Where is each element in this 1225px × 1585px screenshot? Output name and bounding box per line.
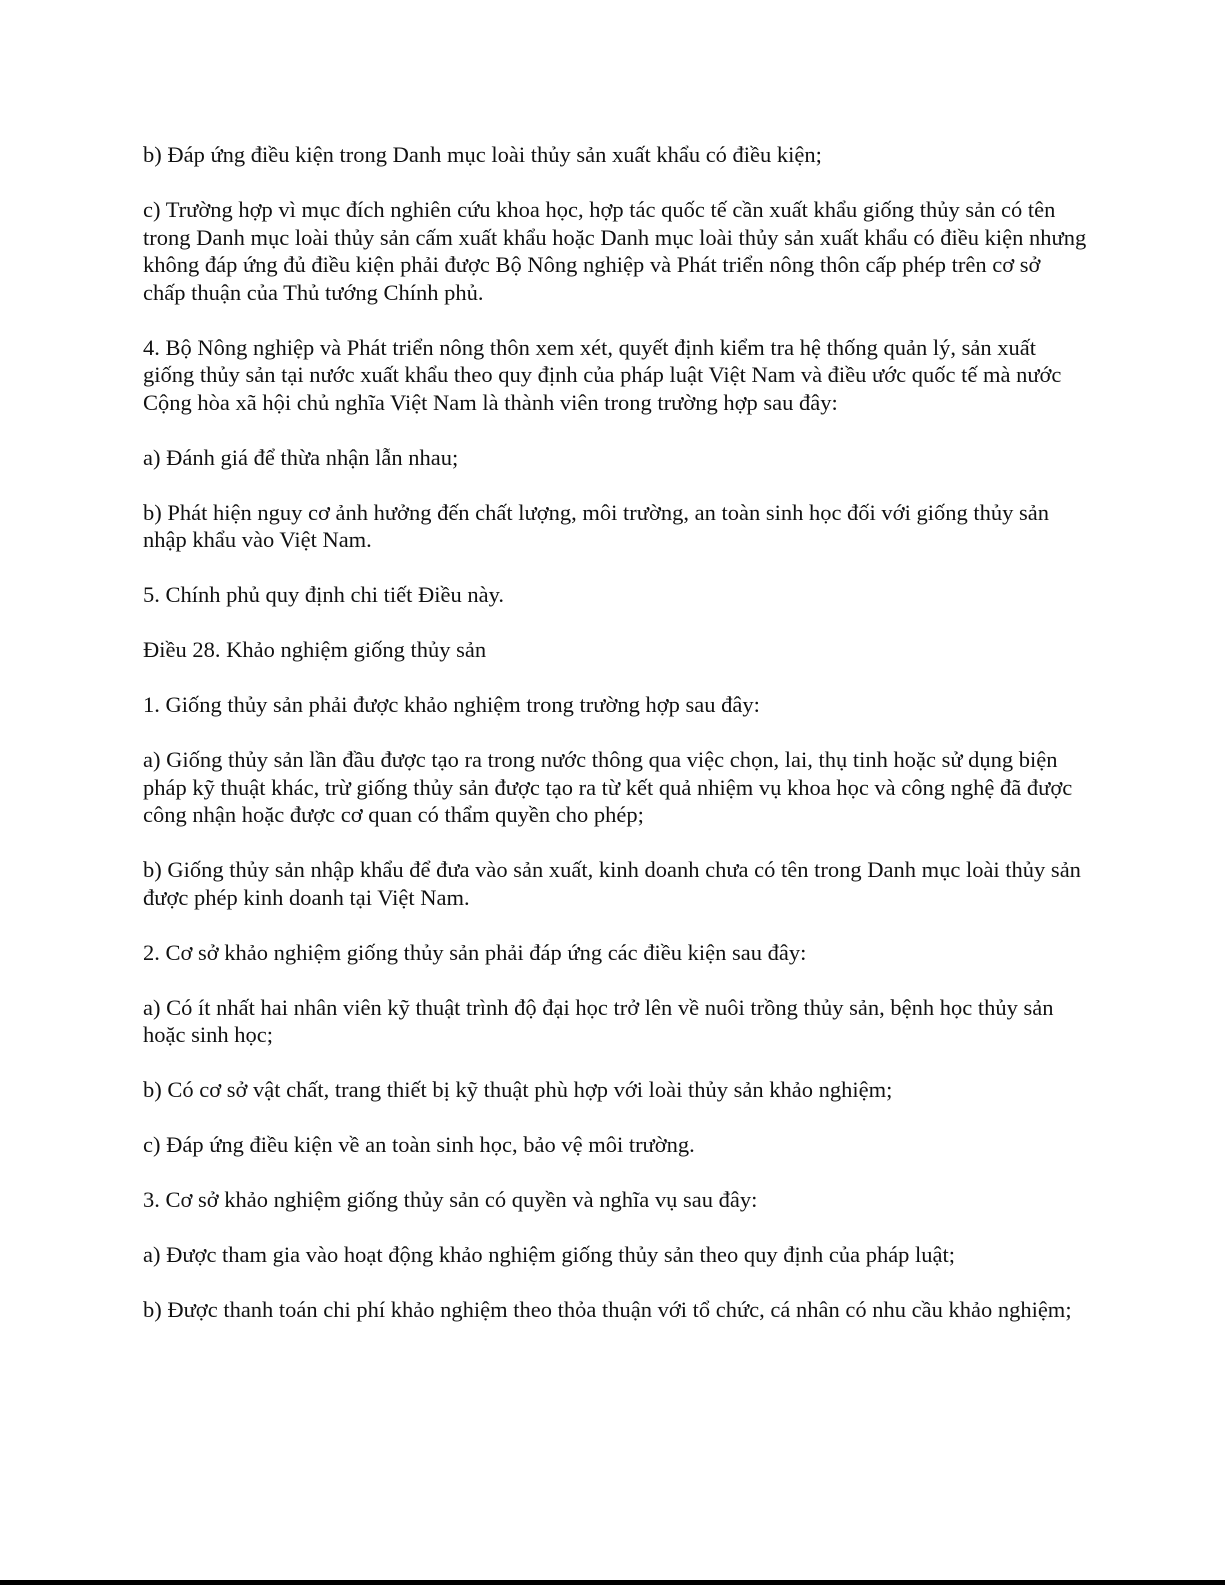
article-28-paragraph-2b: b) Có cơ sở vật chất, trang thiết bị kỹ thuật phù hợp với loài thủy sản khảo nghiệm; <box>143 1077 893 1102</box>
paragraph-2c: c) Trường hợp vì mục đích nghiên cứu khoa học, hợp tác quốc tế cần xuất khẩu giống thủy sản có tên trong Danh mục loài thủy sản cấm xuất khẩu hoặc Danh mục loài thủy sản xuất khẩu có điều kiện nhưng không đáp ứng đủ điều kiện phải được Bộ Nông nghiệp và Phát triển nông thôn cấp phép trên cơ sở chấp thuận của Thủ tướng Chính phủ. <box>143 197 1087 305</box>
article-28-paragraph-2: 2. Cơ sở khảo nghiệm giống thủy sản phải đáp ứng các điều kiện sau đây: <box>143 939 807 965</box>
paragraph-4b: b) Phát hiện nguy cơ ảnh hưởng đến chất lượng, môi trường, an toàn sinh học đối với giống thủy sản nhập khẩu vào Việt Nam. <box>143 499 1049 552</box>
paragraph-4a: a) Đánh giá để thừa nhận lẫn nhau; <box>143 444 459 470</box>
article-28-paragraph-2a: a) Có ít nhất hai nhân viên kỹ thuật trình độ đại học trở lên về nuôi trồng thủy sản, bệnh học thủy sản hoặc sinh học; <box>143 994 1054 1047</box>
article-28-paragraph-1: 1. Giống thủy sản phải được khảo nghiệm trong trường hợp sau đây: <box>143 692 760 717</box>
article-28-paragraph-1b: b) Giống thủy sản nhập khẩu để đưa vào sản xuất, kinh doanh chưa có tên trong Danh mục loài thủy sản được phép kinh doanh tại Việt Nam. <box>143 857 1081 910</box>
paragraph-5: 5. Chính phủ quy định chi tiết Điều này. <box>143 582 504 607</box>
paragraph-2b: b) Đáp ứng điều kiện trong Danh mục loài thủy sản xuất khẩu có điều kiện; <box>143 142 822 167</box>
page-bottom-border <box>0 1580 1225 1585</box>
paragraph-4: 4. Bộ Nông nghiệp và Phát triển nông thôn xem xét, quyết định kiểm tra hệ thống quản lý, sản xuất giống thủy sản tại nước xuất khẩu theo quy định của pháp luật Việt Nam và điều ước quốc tế mà nước Cộng hòa xã hội chủ nghĩa Việt Nam là thành viên trong trường hợp sau đây: <box>143 334 1062 415</box>
document-body <box>143 141 1088 1351</box>
article-28-paragraph-2c: c) Đáp ứng điều kiện về an toàn sinh học, bảo vệ môi trường. <box>143 1132 695 1157</box>
article-28-paragraph-3: 3. Cơ sở khảo nghiệm giống thủy sản có quyền và nghĩa vụ sau đây: <box>143 1187 758 1212</box>
article-28-paragraph-1a: a) Giống thủy sản lần đầu được tạo ra trong nước thông qua việc chọn, lai, thụ tinh hoặc sử dụng biện pháp kỹ thuật khác, trừ giống thủy sản được tạo ra từ kết quả nhiệm vụ khoa học và công nghệ đã được công nhận hoặc được cơ quan có thẩm quyền cho phép; <box>143 747 1073 827</box>
article-28-heading: Điều 28. Khảo nghiệm giống thủy sản <box>143 637 487 662</box>
article-28-paragraph-3b: b) Được thanh toán chi phí khảo nghiệm theo thỏa thuận với tổ chức, cá nhân có nhu cầu khảo nghiệm; <box>143 1297 1072 1322</box>
article-28-paragraph-3a: a) Được tham gia vào hoạt động khảo nghiệm giống thủy sản theo quy định của pháp luật; <box>143 1242 956 1267</box>
